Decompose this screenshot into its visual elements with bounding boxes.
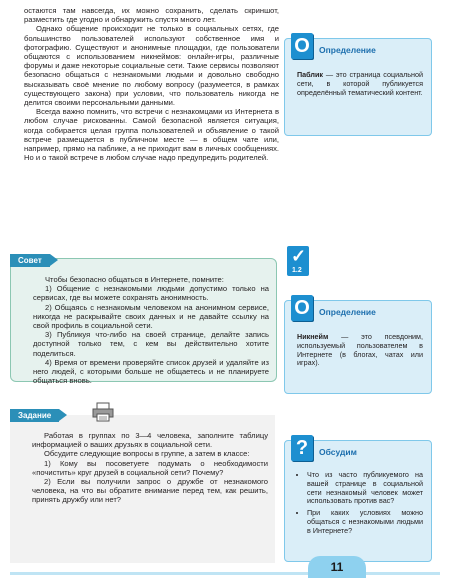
definition-card-nickname [284, 296, 432, 394]
definition-badge-icon: О [291, 33, 313, 59]
definition-term: Никнейм [297, 332, 329, 341]
task-box [10, 415, 275, 563]
advice-intro: Чтобы безопасно общаться в Интернете, помните: [45, 275, 224, 284]
task-paragraph: Обсудите следующие вопросы в группе, а затем в классе: [44, 449, 250, 459]
discuss-list [297, 471, 423, 536]
paragraph: остаются там навсегда, их можно сохранить, сделать скриншот, разместить где угодно и обнаружить спустя много лет. [24, 6, 279, 25]
list-item: 2) Общаясь с незнакомым человеком на анонимном сервисе, никогда не раскрывайте своих данных и не давайте ссылку на свой профиль в социальной сети. [33, 302, 269, 331]
definition-badge-icon: О [291, 295, 313, 321]
question-badge-icon: ? [291, 435, 313, 461]
list-item: 2) Если вы получили запрос о дружбе от незнакомого человека, на что вы обратите внимание перед тем, как решить, принять дружбу или нет? [32, 477, 268, 505]
list-item: 3) Публикуя что-либо на своей странице, делайте запись доступной только тем, с кем вы действительно хотите поделиться. [33, 330, 269, 358]
list-item: • При каких условиях можно общаться с незнакомыми людьми в Интернете? [307, 509, 423, 535]
definition-title: Определение [319, 45, 376, 55]
task-paragraph: Работая в группах по 3—4 человека, заполните таблицу информацией о ваших друзьях в социальной сети. [32, 431, 268, 450]
printer-icon [92, 402, 114, 422]
discuss-card [284, 436, 432, 562]
task-label: Задание [10, 409, 59, 422]
check-icon: ✓ [291, 246, 307, 266]
page-number: 11 [308, 556, 366, 578]
definition-title: Определение [319, 307, 376, 317]
discuss-title: Обсудим [319, 447, 357, 457]
section-marker [287, 246, 309, 276]
list-item: 1) Общение с незнакомыми людьми допустимо только на сервисах, где вы можете сохранять анонимность. [33, 284, 269, 303]
definition-card-public [284, 34, 432, 136]
list-item: 4) Время от времени проверяйте список друзей и удаляйте из него людей, с которыми больше не общаетесь и не планируете общаться вновь. [33, 357, 269, 386]
definition-text: — это псевдоним, используемый пользователем в Интернете (в блогах, чатах или играх). [297, 332, 423, 368]
definition-text: — это страница социальной сети, в которой публикуется определённый тематический контент. [297, 70, 423, 97]
paragraph: Всегда важно помнить, что встречи с незнакомцами из Интернета в любом случае рискованны. Самой безопасной является ситуация, когда собирается целая группа пользователей и объявление о такой встрече размещается в публичном месте — в общем чате или, например, прямо на паблике, а не приходит вам в личных сообщениях. Но и о такой встрече в любом случае надо предупредить родителей. [24, 107, 279, 163]
footer-line [10, 572, 440, 575]
section-number: 1.2 [292, 267, 302, 274]
list-item: 1) Кому вы посоветуете подумать о необходимости «почистить» круг друзей в социальной сети? Почему? [32, 458, 268, 477]
list-item: • Что из часто публикуемого на вашей странице в социальной сети незнакомый человек может использовать против вас? [307, 471, 423, 506]
main-text-column [24, 6, 279, 162]
advice-box [10, 258, 277, 386]
paragraph: Однако общение происходит не только в социальных сетях, где большинство пользователей используют собственное имя и фотографию. Существуют и анонимные площадки, где пользователи общаются с использованием никнеймов: онлайн-игры, различные форумы и даже некоторые социальные сети. Такие сервисы позволяют безопасно общаться с незнакомыми людьми и довольно свободно высказывать своё мнение по любому вопросу (разумеется, в рамках существующего закона) при условии, что пользователь никогда не делится своими персональными данными. [24, 24, 279, 108]
definition-term: Паблик [297, 70, 324, 79]
advice-label: Совет [10, 254, 50, 267]
